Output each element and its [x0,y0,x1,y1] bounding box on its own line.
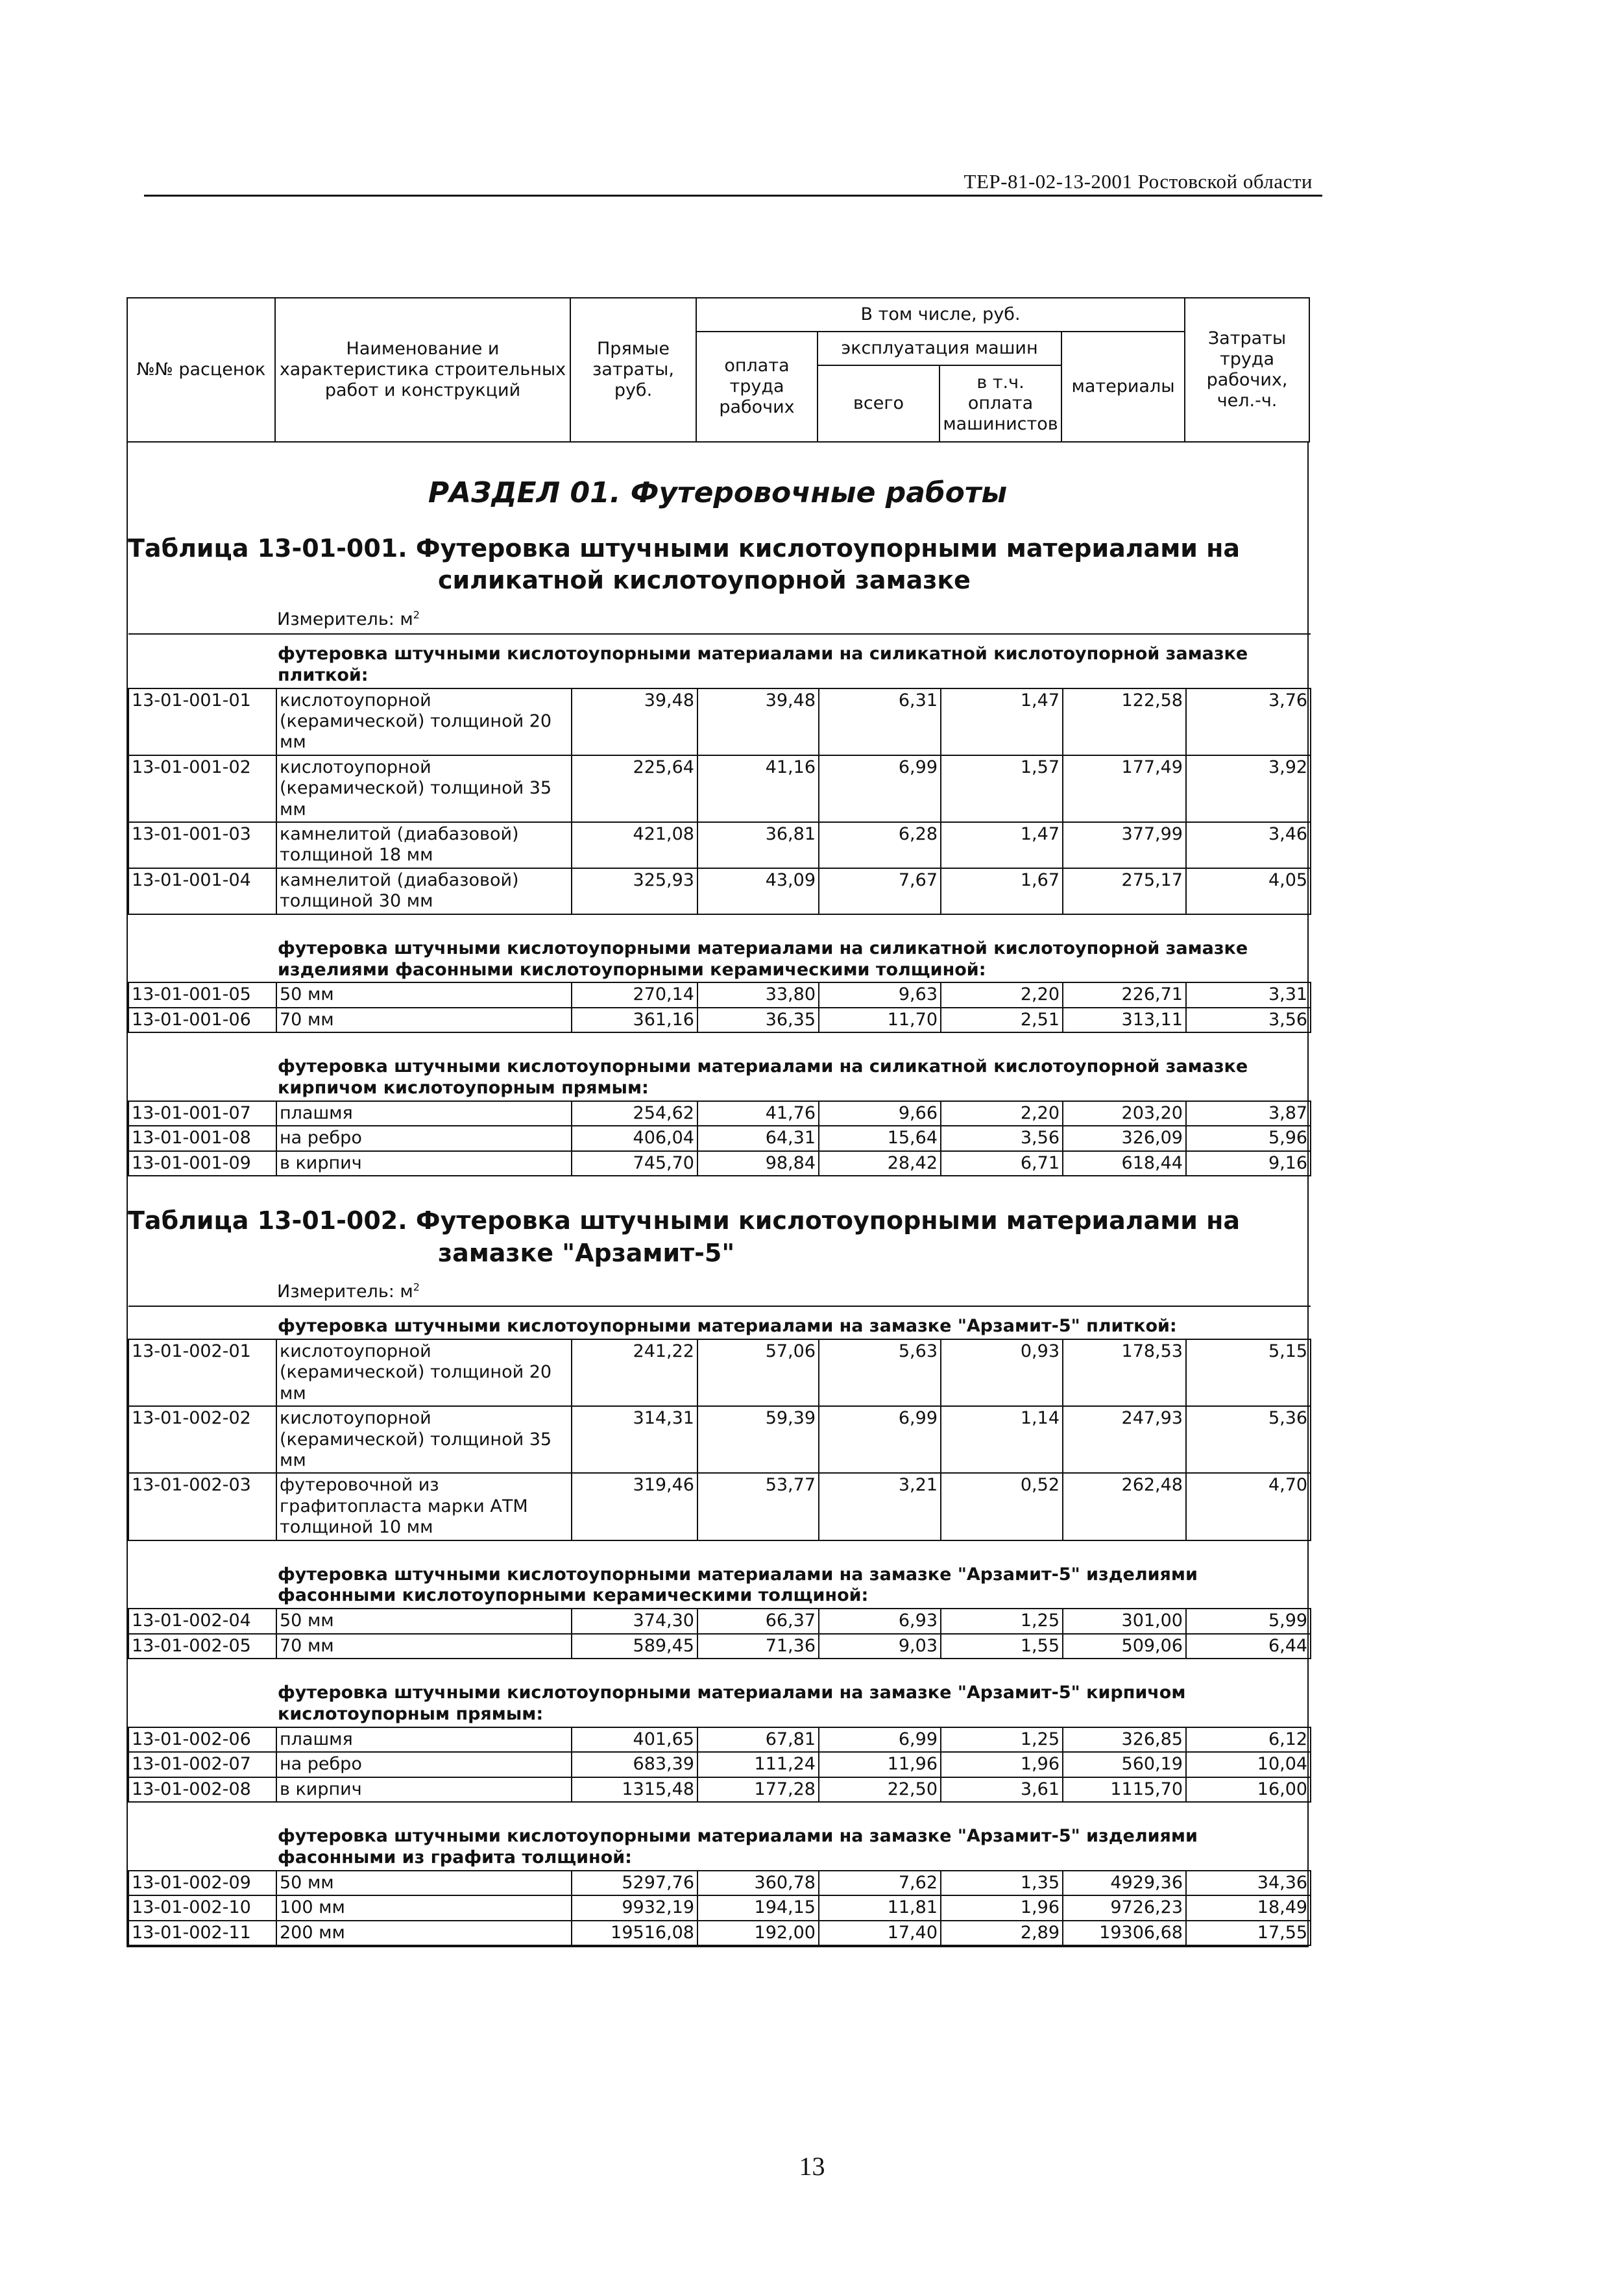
table-row [128,1752,1311,1777]
document-header-title: ТЕР-81-02-13-2001 Ростовской области [963,170,1313,193]
machines-total: 7,67 [819,868,941,914]
labor-hours: 3,92 [1186,755,1311,822]
group-heading-row [128,1032,1311,1101]
machines-total: 6,99 [819,1727,941,1752]
materials-cost: 178,53 [1063,1339,1186,1406]
measure-unit-text: Измеритель: м [277,609,413,629]
labor-hours: 3,46 [1186,822,1311,868]
labor-hours: 9,16 [1186,1151,1311,1176]
rate-code: 13-01-001-05 [128,982,276,1007]
direct-cost: 270,14 [572,982,697,1007]
direct-cost: 254,62 [572,1101,697,1126]
direct-cost: 401,65 [572,1727,697,1752]
work-name: 100 мм [276,1895,572,1920]
machines-total: 9,66 [819,1101,941,1126]
table-row [128,822,1311,868]
col-materials-header: материалы [1061,332,1185,442]
wage-cost: 360,78 [697,1871,819,1895]
rate-code: 13-01-002-07 [128,1752,276,1777]
machines-wage: 1,96 [941,1752,1063,1777]
rate-code: 13-01-001-08 [128,1126,276,1150]
wage-cost: 71,36 [697,1634,819,1659]
machines-wage: 1,25 [941,1609,1063,1633]
machines-wage: 1,14 [941,1406,1063,1473]
work-name: кислотоупорной (керамической) толщиной 35 мм [276,755,572,822]
wage-cost: 39,48 [697,688,819,755]
table-row [128,1921,1311,1945]
labor-hours: 5,15 [1186,1339,1311,1406]
machines-wage: 1,47 [941,688,1063,755]
group-heading-row [128,634,1311,688]
materials-cost: 377,99 [1063,822,1186,868]
wage-cost: 36,35 [697,1008,819,1032]
machines-wage: 1,96 [941,1895,1063,1920]
group-heading: футеровка штучными кислотоупорными материалами на замазке "Арзамит-5" изделиями фасонными из графита толщиной: [128,1802,1311,1871]
rate-code: 13-01-002-11 [128,1921,276,1945]
group-heading: футеровка штучными кислотоупорными материалами на силикатной кислотоупорной замазке плиткой: [128,634,1311,688]
rate-code: 13-01-002-03 [128,1473,276,1540]
wage-cost: 59,39 [697,1406,819,1473]
rate-code: 13-01-001-06 [128,1008,276,1032]
work-name: 50 мм [276,1871,572,1895]
column-header-table [127,297,1310,443]
col-labor-header: Затраты труда рабочих, чел.-ч. [1185,298,1309,442]
rate-code: 13-01-001-07 [128,1101,276,1126]
work-name: 200 мм [276,1921,572,1945]
col-incl-header: В том числе, руб. [696,298,1185,332]
group-heading: футеровка штучными кислотоупорными материалами на замазке "Арзамит-5" плиткой: [128,1306,1311,1339]
machines-wage: 1,55 [941,1634,1063,1659]
work-name: в кирпич [276,1151,572,1176]
wage-cost: 67,81 [697,1727,819,1752]
measure-unit-text: Измеритель: м [277,1282,413,1302]
direct-cost: 374,30 [572,1609,697,1633]
labor-hours: 18,49 [1186,1895,1311,1920]
rates-table [128,633,1311,1176]
machines-wage: 1,47 [941,822,1063,868]
direct-cost: 225,64 [572,755,697,822]
labor-hours: 16,00 [1186,1777,1311,1802]
labor-hours: 10,04 [1186,1752,1311,1777]
machines-total: 11,70 [819,1008,941,1032]
tables-container [128,533,1307,1946]
sheet-body [127,443,1309,1947]
machines-total: 15,64 [819,1126,941,1150]
section-title: РАЗДЕЛ 01. Футеровочные работы [428,476,1008,509]
machines-wage: 0,52 [941,1473,1063,1540]
machines-wage: 2,20 [941,1101,1063,1126]
table-row [128,1634,1311,1659]
machines-wage: 3,61 [941,1777,1063,1802]
table-row [128,982,1311,1007]
machines-wage: 1,25 [941,1727,1063,1752]
wage-cost: 66,37 [697,1609,819,1633]
wage-cost: 111,24 [697,1752,819,1777]
direct-cost: 319,46 [572,1473,697,1540]
machines-wage: 2,51 [941,1008,1063,1032]
wage-cost: 98,84 [697,1151,819,1176]
materials-cost: 19306,68 [1063,1921,1186,1945]
direct-cost: 5297,76 [572,1871,697,1895]
rate-code: 13-01-001-04 [128,868,276,914]
labor-hours: 34,36 [1186,1871,1311,1895]
table-spacer [128,1176,1307,1205]
rate-code: 13-01-002-09 [128,1871,276,1895]
col-name-header: Наименование и характеристика строительных работ и конструкций [275,298,570,442]
materials-cost: 275,17 [1063,868,1186,914]
table-title [128,533,1307,597]
materials-cost: 226,71 [1063,982,1186,1007]
labor-hours: 17,55 [1186,1921,1311,1945]
materials-cost: 122,58 [1063,688,1186,755]
work-name: камнелитой (диабазовой) толщиной 18 мм [276,822,572,868]
direct-cost: 589,45 [572,1634,697,1659]
table-row [128,1777,1311,1802]
measure-unit [128,597,1307,633]
rate-code: 13-01-001-09 [128,1151,276,1176]
wage-cost: 192,00 [697,1921,819,1945]
materials-cost: 326,85 [1063,1727,1186,1752]
machines-total: 6,31 [819,688,941,755]
table-title-line2: замазке "Арзамит-5" [438,1238,735,1267]
machines-total: 6,99 [819,1406,941,1473]
materials-cost: 1115,70 [1063,1777,1186,1802]
machines-wage: 0,93 [941,1339,1063,1406]
materials-cost: 560,19 [1063,1752,1186,1777]
table-row [128,1609,1311,1633]
labor-hours: 6,12 [1186,1727,1311,1752]
labor-hours: 4,70 [1186,1473,1311,1540]
col-wage-header: оплата труда рабочих [696,332,818,442]
machines-total: 17,40 [819,1921,941,1945]
materials-cost: 9726,23 [1063,1895,1186,1920]
labor-hours: 4,05 [1186,868,1311,914]
wage-cost: 41,16 [697,755,819,822]
labor-hours: 3,76 [1186,688,1311,755]
group-heading-row [128,1306,1311,1339]
measure-unit-exponent: 2 [413,608,420,621]
table-title-line1: Таблица 13-01-002. Футеровка штучными кислотоупорными материалами на [128,1206,1241,1235]
rate-code: 13-01-001-01 [128,688,276,755]
direct-cost: 314,31 [572,1406,697,1473]
group-heading: футеровка штучными кислотоупорными материалами на замазке "Арзамит-5" кирпичом кислотоупорным прямым: [128,1659,1311,1727]
rate-code: 13-01-002-04 [128,1609,276,1633]
materials-cost: 177,49 [1063,755,1186,822]
work-name: в кирпич [276,1777,572,1802]
wage-cost: 194,15 [697,1895,819,1920]
work-name: плашмя [276,1727,572,1752]
machines-total: 11,81 [819,1895,941,1920]
table-title-line1: Таблица 13-01-001. Футеровка штучными кислотоупорными материалами на [128,534,1241,563]
labor-hours: 5,96 [1186,1126,1311,1150]
rate-code: 13-01-001-02 [128,755,276,822]
work-name: на ребро [276,1752,572,1777]
wage-cost: 43,09 [697,868,819,914]
table-row [128,688,1311,755]
materials-cost: 509,06 [1063,1634,1186,1659]
direct-cost: 406,04 [572,1126,697,1150]
materials-cost: 326,09 [1063,1126,1186,1150]
machines-wage: 6,71 [941,1151,1063,1176]
machines-wage: 2,89 [941,1921,1063,1945]
header-rule [144,195,1322,197]
table-row [128,1101,1311,1126]
labor-hours: 5,99 [1186,1609,1311,1633]
work-name: 70 мм [276,1634,572,1659]
materials-cost: 313,11 [1063,1008,1186,1032]
table-row [128,755,1311,822]
direct-cost: 745,70 [572,1151,697,1176]
labor-hours: 6,44 [1186,1634,1311,1659]
machines-wage: 1,57 [941,755,1063,822]
table-row [128,1151,1311,1176]
work-name: 50 мм [276,982,572,1007]
col-machines-total-header: всего [818,365,939,442]
materials-cost: 301,00 [1063,1609,1186,1633]
group-heading: футеровка штучными кислотоупорными материалами на силикатной кислотоупорной замазке кирпичом кислотоупорным прямым: [128,1032,1311,1101]
work-name: плашмя [276,1101,572,1126]
col-code-header: №№ расценок [127,298,275,442]
work-name: 70 мм [276,1008,572,1032]
machines-total: 6,93 [819,1609,941,1633]
table-row [128,1406,1311,1473]
wage-cost: 53,77 [697,1473,819,1540]
direct-cost: 683,39 [572,1752,697,1777]
wage-cost: 64,31 [697,1126,819,1150]
measure-unit-exponent: 2 [413,1281,420,1294]
machines-total: 6,99 [819,755,941,822]
machines-wage: 2,20 [941,982,1063,1007]
group-heading-row [128,1659,1311,1727]
wage-cost: 33,80 [697,982,819,1007]
col-direct-header: Прямые затраты, руб. [570,298,696,442]
labor-hours: 3,56 [1186,1008,1311,1032]
wage-cost: 177,28 [697,1777,819,1802]
work-name: на ребро [276,1126,572,1150]
materials-cost: 618,44 [1063,1151,1186,1176]
machines-total: 22,50 [819,1777,941,1802]
col-machines-header: эксплуатация машин [818,332,1061,365]
work-name: кислотоупорной (керамической) толщиной 20 мм [276,688,572,755]
direct-cost: 39,48 [572,688,697,755]
page-number: 13 [799,2152,825,2181]
machines-total: 7,62 [819,1871,941,1895]
direct-cost: 421,08 [572,822,697,868]
group-heading-row [128,1802,1311,1871]
table-row [128,1895,1311,1920]
table-row [128,1008,1311,1032]
col-machines-wage-header: в т.ч. оплата машинистов [939,365,1061,442]
direct-cost: 361,16 [572,1008,697,1032]
materials-cost: 262,48 [1063,1473,1186,1540]
machines-total: 11,96 [819,1752,941,1777]
machines-total: 5,63 [819,1339,941,1406]
table-row [128,1473,1311,1540]
labor-hours: 3,87 [1186,1101,1311,1126]
table-row [128,1727,1311,1752]
group-heading: футеровка штучными кислотоупорными материалами на замазке "Арзамит-5" изделиями фасонными кислотоупорными керамическими толщиной: [128,1540,1311,1609]
group-heading-row [128,1540,1311,1609]
work-name: камнелитой (диабазовой) толщиной 30 мм [276,868,572,914]
rate-code: 13-01-002-08 [128,1777,276,1802]
rates-table [128,1306,1311,1946]
work-name: футеровочной из графитопласта марки АТМ толщиной 10 мм [276,1473,572,1540]
materials-cost: 203,20 [1063,1101,1186,1126]
rate-code: 13-01-002-05 [128,1634,276,1659]
labor-hours: 3,31 [1186,982,1311,1007]
table-row [128,1871,1311,1895]
table-title-line2: силикатной кислотоупорной замазке [438,566,971,595]
machines-wage: 1,35 [941,1871,1063,1895]
work-name: кислотоупорной (керамической) толщиной 20 мм [276,1339,572,1406]
materials-cost: 247,93 [1063,1406,1186,1473]
wage-cost: 41,76 [697,1101,819,1126]
labor-hours: 5,36 [1186,1406,1311,1473]
materials-cost: 4929,36 [1063,1871,1186,1895]
direct-cost: 325,93 [572,868,697,914]
work-name: кислотоупорной (керамической) толщиной 35 мм [276,1406,572,1473]
price-sheet [127,297,1309,1947]
machines-wage: 1,67 [941,868,1063,914]
direct-cost: 241,22 [572,1339,697,1406]
wage-cost: 57,06 [697,1339,819,1406]
rate-code: 13-01-002-02 [128,1406,276,1473]
measure-unit [128,1269,1307,1306]
table-row [128,1126,1311,1150]
machines-total: 28,42 [819,1151,941,1176]
direct-cost: 1315,48 [572,1777,697,1802]
rate-code: 13-01-002-06 [128,1727,276,1752]
table-title [128,1205,1307,1269]
group-heading-row [128,914,1311,983]
machines-wage: 3,56 [941,1126,1063,1150]
machines-total: 9,63 [819,982,941,1007]
rate-code: 13-01-002-01 [128,1339,276,1406]
machines-total: 9,03 [819,1634,941,1659]
work-name: 50 мм [276,1609,572,1633]
table-row [128,868,1311,914]
rate-code: 13-01-002-10 [128,1895,276,1920]
group-heading: футеровка штучными кислотоупорными материалами на силикатной кислотоупорной замазке изделиями фасонными кислотоупорными керамическими толщиной: [128,914,1311,983]
table-row [128,1339,1311,1406]
direct-cost: 19516,08 [572,1921,697,1945]
rate-code: 13-01-001-03 [128,822,276,868]
machines-total: 6,28 [819,822,941,868]
machines-total: 3,21 [819,1473,941,1540]
direct-cost: 9932,19 [572,1895,697,1920]
wage-cost: 36,81 [697,822,819,868]
